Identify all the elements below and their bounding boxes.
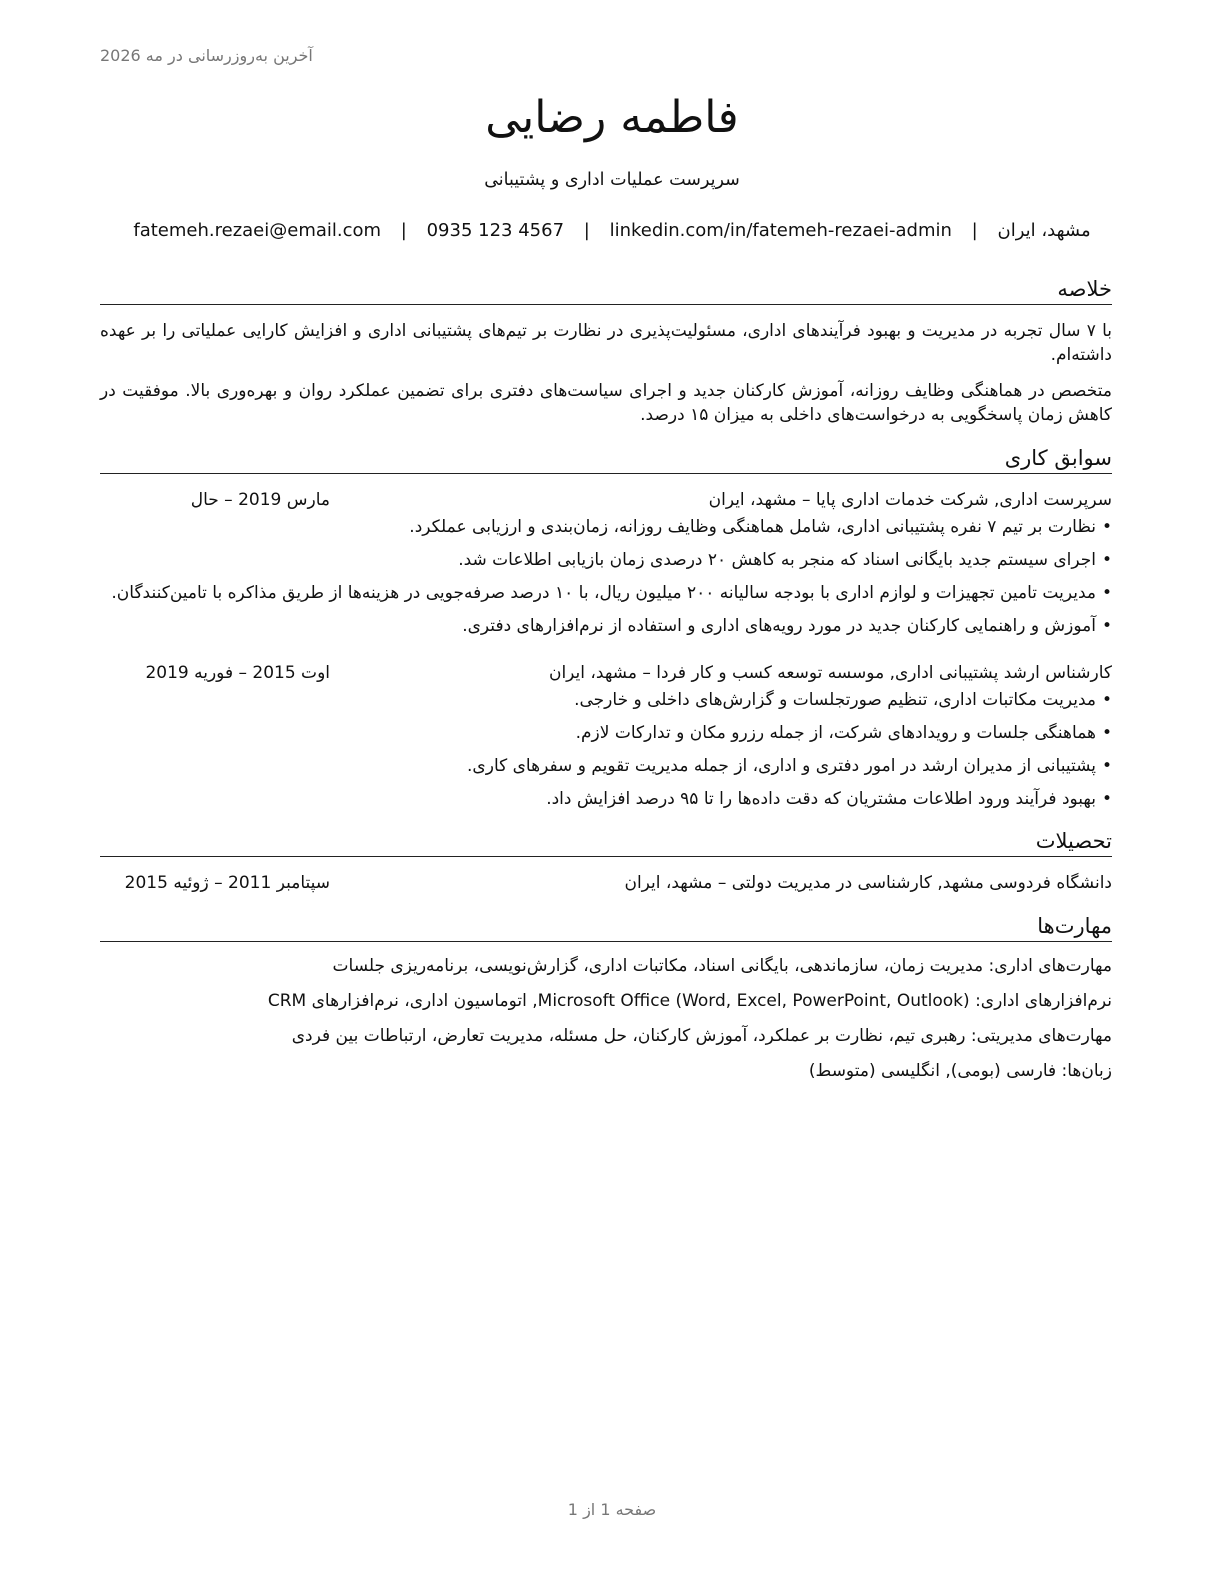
summary-section [100,274,1112,427]
job-bullet: • پشتیبانی از مدیران ارشد در امور دفتری و اداری، از جمله مدیریت تقویم و سفرهای کاری. [100,755,1112,777]
page-number: صفحه 1 از 1 [567,1500,657,1519]
contact-phone: 0935 123 4567 [426,220,565,241]
contact-location: مشهد، ایران [997,220,1091,241]
job-bullet: • نظارت بر تیم ۷ نفره پشتیبانی اداری، شامل هماهنگی وظایف روزانه، زمان‌بندی و ارزیابی عملکرد. [100,516,1112,538]
job-entry [100,488,1112,637]
education-section [100,826,1112,895]
job-bullet: • بهبود فرآیند ورود اطلاعات مشتریان که دقت داده‌ها را تا ۹۵ درصد افزایش داد. [100,788,1112,810]
job-heading: کارشناس ارشد پشتیبانی اداری, موسسه توسعه کسب و کار فردا – مشهد، ایران [548,663,1112,683]
section-title-skills: مهارت‌ها [100,911,1112,942]
job-bullet: • اجرای سیستم جدید بایگانی اسناد که منجر به کاهش ۲۰ درصدی زمان بازیابی اطلاعات شد. [100,549,1112,571]
skill-line: مهارت‌های اداری: مدیریت زمان، سازماندهی، بایگانی اسناد، مکاتبات اداری، گزارش‌نویسی، برنامه‌ریزی جلسات [332,956,1112,976]
skills-section [100,911,1112,1083]
contact-separator: | [400,220,407,241]
last-updated-note: آخرین به‌روزرسانی در مه 2026 [100,46,313,65]
job-bullet: • آموزش و راهنمایی کارکنان جدید در مورد رویه‌های اداری و استفاده از نرم‌افزارهای دفتری. [100,615,1112,637]
job-bullet: • هماهنگی جلسات و رویدادهای شرکت، از جمله رزرو مکان و تدارکات لازم. [100,722,1112,744]
experience-section [100,443,1112,810]
job-title: سرپرست عملیات اداری و پشتیبانی [484,170,740,190]
education-dates: سپتامبر 2011 – ژوئیه 2015 [124,873,330,893]
skill-line: مهارت‌های مدیریتی: رهبری تیم، نظارت بر عملکرد، آموزش کارکنان، حل مسئله، مدیریت تعارض، ارتباطات بین فردی [291,1026,1112,1046]
skill-line: نرم‌افزارهای اداری: Microsoft Office (Word, Excel, PowerPoint, Outlook), اتوماسیون اداری، نرم‌افزارهای CRM [267,991,1112,1011]
summary-text [100,319,1112,427]
section-title-education: تحصیلات [100,826,1112,857]
resume-header [100,88,1124,243]
contact-email: fatemeh.rezaei@email.com [133,220,382,241]
job-header [100,488,1112,512]
job-header [100,661,1112,685]
job-bullet: • مدیریت تامین تجهیزات و لوازم اداری با بودجه سالیانه ۲۰۰ میلیون ریال، با ۱۰ درصد صرفه‌جویی در هزینه‌ها از طریق مذاکره با تامین‌کنندگان. [100,582,1112,604]
education-entry [100,871,1112,895]
job-bullet: • مدیریت مکاتبات اداری، تنظیم صورتجلسات و گزارش‌های داخلی و خارجی. [100,689,1112,711]
contact-linkedin: linkedin.com/in/fatemeh-rezaei-admin [609,220,952,241]
skill-line: زبان‌ها: فارسی (بومی), انگلیسی (متوسط) [808,1061,1112,1081]
job-bullets [100,516,1112,637]
summary-paragraph: متخصص در هماهنگی وظایف روزانه، آموزش کارکنان جدید و اجرای سیاست‌های دفتری برای تضمین عملکرد روان و بهره‌وری بالا. موفقیت در کاهش زمان پاسخگویی به درخواست‌های داخلی به میزان ۱۵ درصد. [100,381,1112,425]
section-title-experience: سوابق کاری [100,443,1112,474]
contact-line [100,219,1124,243]
job-dates: مارس 2019 – حال [190,490,330,510]
section-title-summary: خلاصه [100,274,1112,305]
contact-separator: | [583,220,590,241]
education-heading: دانشگاه فردوسی مشهد, کارشناسی در مدیریت دولتی – مشهد، ایران [624,873,1112,893]
summary-paragraph: با ۷ سال تجربه در مدیریت و بهبود فرآیندهای اداری، مسئولیت‌پذیری در نظارت بر تیم‌های پشتیبانی اداری و افزایش کارایی عملیاتی را بر عهده داشته‌ام. [100,321,1112,365]
skills-list [100,954,1112,1083]
job-dates: اوت 2015 – فوریه 2019 [145,663,330,683]
resume-body [100,274,1112,1094]
job-bullets [100,689,1112,810]
job-heading: سرپرست اداری, شرکت خدمات اداری پایا – مشهد، ایران [708,490,1112,510]
job-entry [100,661,1112,810]
contact-separator: | [971,220,978,241]
person-name: فاطمه رضایی [485,92,739,143]
